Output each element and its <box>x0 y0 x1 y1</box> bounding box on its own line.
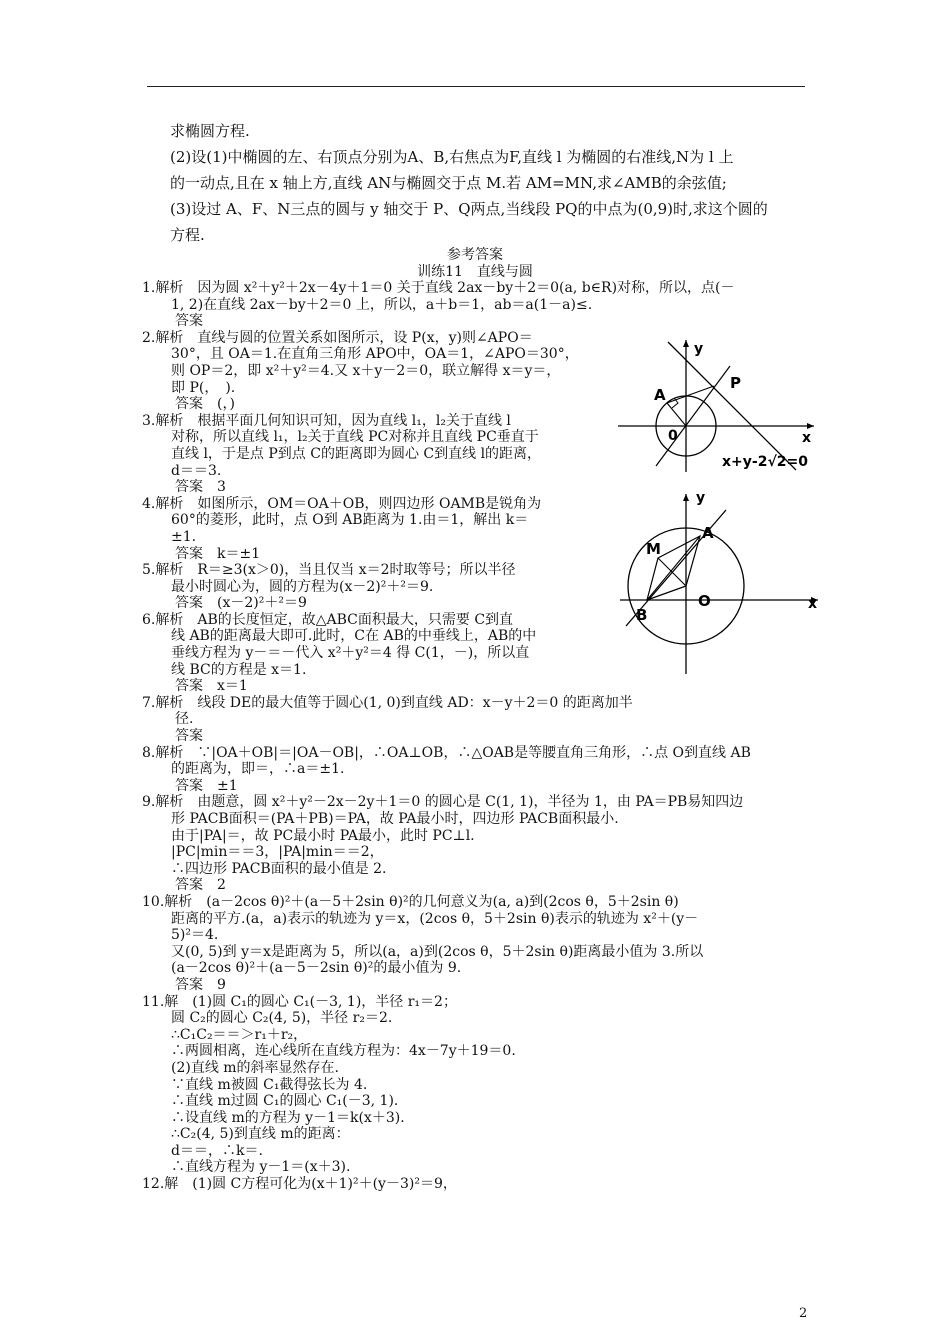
line-equation: x+y-2√2=0 <box>722 454 808 470</box>
answer-line: 9.解析 由题意，圆 x²＋y²－2x－2y＋1＝0 的圆心是 C(1, 1)，半径为 1，由 PA＝PB易知四边 <box>142 794 744 811</box>
segment-oa <box>667 403 686 426</box>
answer-line: ∴四边形 PACB面积的最小值是 2. <box>171 860 387 877</box>
x-label: x <box>802 430 812 446</box>
answer-line: 答案 3 <box>175 479 226 496</box>
y-label: y <box>694 341 704 357</box>
problem-line: 求椭圆方程. <box>170 122 250 140</box>
answer-line: ∴设直线 m的方程为 y－1＝k(x＋3). <box>171 1109 405 1126</box>
tangent-line <box>668 342 796 470</box>
answer-line: 答案 (，) <box>175 396 235 413</box>
answer-line: 答案 <box>175 313 203 330</box>
answer-line: 5)²＝4. <box>171 927 219 944</box>
line-op <box>656 366 730 466</box>
figure-tangent-line <box>618 336 818 472</box>
x-label: x <box>808 596 818 612</box>
answer-line: 距离的平方.(a，a)表示的轨迹为 y＝x，(2cos θ，5＋2sin θ)表示的轨迹为 x²＋(y－ <box>171 910 699 927</box>
answer-line: 由于|PA|＝，故 PC最小时 PA最小，此时 PC⊥l. <box>171 827 475 844</box>
origin-label: 0 <box>668 428 678 444</box>
answer-line: ∴两圆相离，连心线所在直线方程为：4x－7y＋19＝0. <box>171 1043 516 1060</box>
answer-line: 答案 2 <box>175 877 226 894</box>
answer-line: 垂线方程为 y－＝－代入 x²＋y²＝4 得 C(1，－)，所以直 <box>171 645 530 662</box>
answer-line: 最小时圆心为，圆的方程为(x－2)²＋²＝9. <box>171 578 434 595</box>
answer-line: 答案 <box>175 728 203 745</box>
problem-line: 的一动点,且在 x 轴上方,直线 AN与椭圆交于点 M.若 AM=MN,求∠AMB的余弦值; <box>170 174 727 192</box>
y-axis-arrow <box>683 494 689 501</box>
answer-line: 1, 2)在直线 2ax－by＋2＝0 上，所以，a＋b＝1，ab＝a(1－a)≤. <box>171 296 593 313</box>
answer-line: 直线 l，于是点 P到点 C的距离即为圆心 C到直线 l的距离， <box>171 445 542 462</box>
answer-line: 4.解析 如图所示，OM＝OA＋OB，则四边形 OAMB是锐角为 <box>142 495 542 512</box>
point-m-label: M <box>646 540 661 558</box>
answer-line: ∴直线方程为 y－1＝(x＋3). <box>171 1159 351 1176</box>
y-axis-arrow <box>683 340 689 347</box>
answer-line: d＝＝，∴k＝. <box>171 1142 263 1159</box>
answer-line: |PC|min＝＝3，|PA|min＝＝2， <box>171 844 384 861</box>
answer-line: (a－2cos θ)²＋(a－5－2sin θ)²的最小值为 9. <box>171 960 462 977</box>
problem-line: 方程. <box>170 226 205 244</box>
answer-line: 的距离为，即＝，∴a＝±1. <box>171 761 345 778</box>
answer-line: ±1. <box>171 528 197 545</box>
training-title: 训练11 直线与圆 <box>417 264 533 280</box>
answer-line: ∵直线 m被圆 C₁截得弦长为 4. <box>171 1076 368 1093</box>
answer-line: 答案 (x－2)²＋²＝9 <box>175 595 307 612</box>
answer-line: ∴C₂(4, 5)到直线 m的距离： <box>171 1126 350 1143</box>
answer-line: 答案 x＝1 <box>175 678 248 695</box>
segment-ap <box>667 386 714 403</box>
answer-line: 则 OP＝2，即 x²＋y²＝4.又 x＋y－2＝0，联立解得 x＝y＝， <box>171 362 561 379</box>
answer-line: 答案 9 <box>175 976 226 993</box>
point-a-label: A <box>654 386 666 404</box>
point-a-label: A <box>702 524 714 542</box>
problem-text <box>170 118 810 248</box>
header-rule <box>147 86 805 87</box>
answer-line: 1.解析 因为圆 x²＋y²＋2x－4y＋1＝0 关于直线 2ax－by＋2＝0(a, b∈R)对称，所以，点(－ <box>142 280 735 296</box>
answer-line: ∴C₁C₂＝＝＞r₁＋r₂， <box>171 1026 308 1043</box>
answer-line: 6.解析 AB的长度恒定，故△ABC面积最大，只需要 C到直 <box>142 611 514 628</box>
answer-line: 答案 ±1 <box>175 777 238 794</box>
problem-line: (2)设(1)中椭圆的左、右顶点分别为A、B,右焦点为F,直线 l 为椭圆的右准线,N为 l 上 <box>170 148 734 166</box>
answer-line: 线 AB的距离最大即可.此时，C在 AB的中垂线上，AB的中 <box>171 628 537 645</box>
point-b-label: B <box>636 606 648 624</box>
answer-line: 7.解析 线段 DE的最大值等于圆心(1, 0)到直线 AD：x－y＋2＝0 的距离加半 <box>142 694 633 711</box>
answer-line: 10.解析 (a－2cos θ)²＋(a－5＋2sin θ)²的几何意义为(a, a)到(2cos θ，5＋2sin θ) <box>142 893 679 910</box>
answer-line: 3.解析 根据平面几何知识可知，因为直线 l₁，l₂关于直线 l <box>142 412 511 429</box>
x-axis-arrow <box>807 423 814 429</box>
answer-line: 8.解析 ∵|OA＋OB|＝|OA－OB|，∴OA⊥OB，∴△OAB是等腰直角三角形，∴点 O到直线 AB <box>142 744 751 761</box>
answer-line: 圆 C₂的圆心 C₂(4, 5)，半径 r₂＝2. <box>171 1010 393 1027</box>
answer-line: 对称，所以直线 l₁，l₂关于直线 PC对称并且直线 PC垂直于 <box>171 429 539 446</box>
answer-line: 形 PACB面积＝(PA＋PB)＝PA，故 PA最小时，四边形 PACB面积最小. <box>171 811 619 827</box>
answer-line: (2)直线 m的斜率显然存在. <box>171 1059 340 1076</box>
answer-line: ∴直线 m过圆 C₁的圆心 C₁(－3, 1). <box>171 1093 399 1110</box>
answer-line: 径. <box>175 711 194 728</box>
answer-line: 11.解 (1)圆 C₁的圆心 C₁(－3, 1)，半径 r₁＝2； <box>142 993 457 1010</box>
answer-line: 5.解析 R＝≥3(x＞0)，当且仅当 x＝2时取等号；所以半径 <box>142 562 516 579</box>
answer-line: 12.解 (1)圆 C方程可化为(x＋1)²＋(y－3)²＝9， <box>142 1176 457 1193</box>
answers-heading: 参考答案 <box>447 247 503 263</box>
answer-line: 线 BC的方程是 x＝1. <box>171 661 307 678</box>
answer-line: 又(0, 5)到 y＝x是距离为 5，所以(a，a)到(2cos θ，5＋2sin θ)距离最小值为 3.所以 <box>171 943 704 960</box>
problem-line: (3)设过 A、F、N三点的圆与 y 轴交于 P、Q两点,当线段 PQ的中点为(0,9)时,求这个圆的 <box>170 200 768 218</box>
page-number: 2 <box>799 1306 808 1321</box>
answer-line: 2.解析 直线与圆的位置关系如图所示，设 P(x，y)则∠APO＝ <box>142 329 533 346</box>
answer-line: 60°的菱形，此时，点 O到 AB距离为 1.由＝1，解出 k＝ <box>171 512 529 529</box>
answer-line: 30°，且 OA＝1.在直角三角形 APO中，OA＝1，∠APO＝30°， <box>171 346 579 363</box>
figure-rhombus <box>620 490 820 674</box>
answer-line: 答案 k＝±1 <box>175 545 261 562</box>
answer-line: 即 P(， ). <box>171 379 236 396</box>
origin-label: O <box>698 592 711 610</box>
y-label: y <box>696 490 706 506</box>
answer-line: d＝＝3. <box>171 462 222 479</box>
point-p-label: P <box>730 374 741 392</box>
